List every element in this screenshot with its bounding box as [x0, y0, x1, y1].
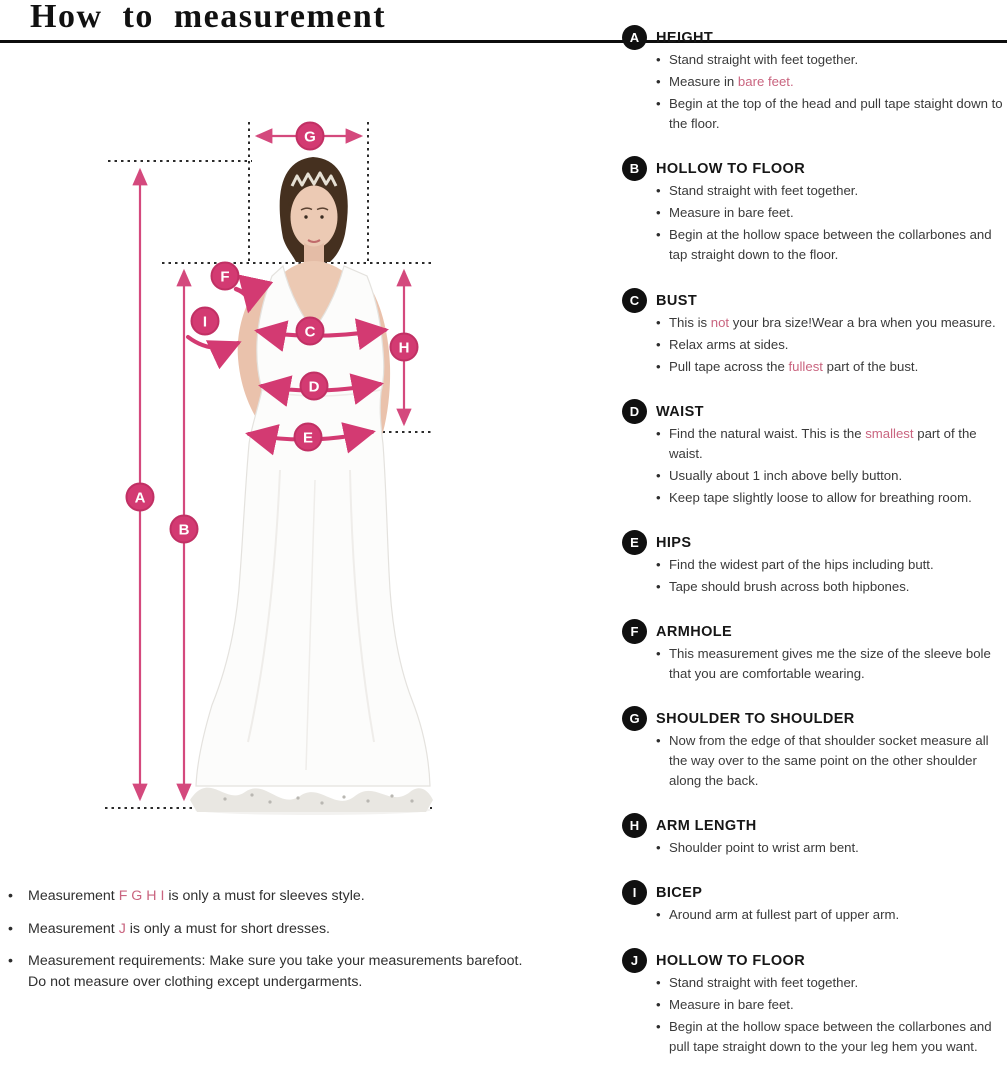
item-header: [632, 885, 1004, 902]
bullet-dot: •: [656, 358, 661, 374]
svg-text:B: B: [178, 521, 190, 539]
footnote: [8, 886, 593, 907]
item-title: HIPS: [656, 534, 692, 551]
item-title: BICEP: [656, 885, 703, 902]
measurement-item-h: [610, 818, 1004, 858]
figure-marker-b: [171, 516, 198, 543]
item-header: [630, 952, 1004, 969]
instruction-bullet: [656, 1017, 1004, 1057]
measurement-item-a: [610, 30, 1004, 134]
text-segment: Tape should brush across both hipbones.: [669, 579, 910, 594]
item-bullets: [656, 973, 1004, 1057]
item-bullets: [656, 731, 1004, 791]
bullet-dot: •: [656, 314, 661, 330]
bullet-dot: •: [656, 733, 661, 749]
item-title: ARMHOLE: [656, 624, 733, 641]
measurement-item-d: [610, 404, 1004, 508]
instruction-bullet: [656, 203, 1004, 223]
item-letter-badge: I: [622, 880, 647, 905]
figure-marker-g: [297, 123, 324, 150]
figure-marker-i: [192, 308, 219, 335]
bicep-arrow-I: [188, 337, 238, 348]
page-title: How to measurement: [30, 0, 387, 35]
text-segment: Begin at the top of the head and pull tape staight down to the floor.: [669, 96, 1003, 132]
instruction-bullet: [656, 577, 1004, 597]
measurement-instructions: [610, 30, 1004, 1084]
item-letter-badge: B: [622, 156, 647, 181]
bullet-dot: •: [8, 888, 13, 904]
text-segment: is only a must for short dresses.: [125, 920, 330, 937]
instruction-bullet: [656, 731, 1004, 791]
footnote: [8, 919, 593, 940]
svg-text:A: A: [134, 489, 146, 507]
instruction-bullet: [656, 335, 1004, 355]
item-bullets: [656, 50, 1004, 134]
item-letter-badge: G: [622, 706, 647, 731]
item-bullets: [656, 181, 1004, 265]
bullet-dot: •: [656, 425, 661, 441]
highlighted-text: J: [118, 920, 126, 937]
figure-marker-d: [301, 373, 328, 400]
figure-marker-e: [295, 424, 322, 451]
item-bullets: [656, 313, 1004, 377]
text-segment: This is: [669, 314, 711, 330]
text-segment: Measurement requirements: Make sure you take your measurements barefoot.: [28, 953, 523, 970]
bullet-dot: •: [656, 205, 661, 221]
instruction-bullet: [656, 357, 1004, 377]
svg-text:I: I: [202, 313, 208, 331]
instruction-bullet: [656, 50, 1004, 70]
instruction-bullet: [656, 973, 1004, 993]
svg-text:G: G: [304, 128, 316, 146]
instruction-bullet: [656, 905, 1004, 925]
figure-marker-f: [212, 263, 239, 290]
measurement-item-i: [610, 885, 1004, 925]
item-letter-badge: F: [622, 619, 647, 644]
text-segment: Usually about 1 inch above belly button.: [669, 467, 903, 483]
item-bullets: [656, 644, 1004, 684]
bullet-dot: •: [656, 1018, 661, 1034]
measurement-figure: [55, 105, 460, 820]
text-segment: Measure in bare feet.: [669, 205, 794, 221]
bullet-dot: •: [656, 907, 661, 923]
instruction-bullet: [656, 225, 1004, 265]
item-title: SHOULDER TO SHOULDER: [656, 711, 855, 728]
footnotes: [8, 886, 593, 1004]
bullet-dot: •: [8, 953, 13, 970]
bullet-dot: •: [656, 996, 661, 1012]
text-segment: Stand straight with feet together.: [669, 183, 859, 199]
bullet-dot: •: [656, 556, 661, 572]
item-header: [630, 534, 1004, 551]
highlighted-text: fullest: [788, 358, 823, 374]
item-letter-badge: E: [622, 530, 647, 555]
text-segment: your bra size!Wear a bra when you measure.: [729, 314, 996, 330]
svg-text:H: H: [398, 339, 410, 357]
instruction-bullet: [656, 644, 1004, 684]
measurement-item-e: [610, 535, 1004, 597]
text-segment: Shoulder point to wrist arm bent.: [669, 840, 859, 856]
text-segment: Measurement: [28, 920, 119, 937]
text-segment: Stand straight with feet together.: [669, 52, 859, 67]
item-letter-badge: C: [622, 288, 647, 313]
item-header: [629, 161, 1004, 178]
instruction-bullet: [656, 94, 1004, 134]
text-segment: part of the bust.: [822, 358, 919, 374]
bullet-dot: •: [8, 920, 13, 937]
text-segment: Stand straight with feet together.: [669, 974, 859, 990]
item-bullets: [656, 424, 1004, 508]
face: [291, 186, 338, 249]
item-letter-badge: D: [622, 399, 647, 424]
text-segment: part of the waist.: [669, 425, 977, 461]
highlighted-text: F G H I: [118, 888, 169, 904]
item-letter-badge: J: [622, 948, 647, 973]
text-segment: Do not measure over clothing except undergarments.: [28, 973, 363, 990]
text-segment: Pull tape across the: [669, 358, 789, 374]
instruction-bullet: [656, 466, 1004, 486]
bullet-dot: •: [656, 489, 661, 505]
svg-text:E: E: [302, 429, 314, 447]
item-title: HOLLOW TO FLOOR: [656, 161, 806, 178]
bullet-dot: •: [656, 579, 661, 594]
text-segment: Find the natural waist. This is the: [669, 425, 866, 441]
text-segment: Measure in bare feet.: [669, 996, 794, 1012]
text-segment: is only a must for sleeves style.: [168, 888, 365, 904]
item-letter-badge: H: [622, 813, 647, 838]
highlighted-text: smallest: [865, 425, 914, 441]
item-title: ARM LENGTH: [656, 818, 757, 835]
instruction-bullet: [656, 488, 1004, 508]
bullet-dot: •: [656, 840, 661, 856]
instruction-bullet: [656, 555, 1004, 575]
bullet-dot: •: [656, 646, 661, 662]
item-header: [629, 711, 1004, 728]
item-title: HOLLOW TO FLOOR: [656, 952, 806, 969]
item-header: [629, 30, 1004, 46]
text-segment: Begin at the hollow space between the collarbones and pull tape straight down to the your leg hem you want.: [669, 1018, 992, 1054]
measurement-item-g: [610, 711, 1004, 791]
bullet-dot: •: [656, 336, 661, 352]
item-header: [629, 292, 1004, 309]
item-bullets: [656, 555, 1004, 597]
item-letter-badge: A: [622, 25, 647, 50]
bullet-dot: •: [656, 974, 661, 990]
item-bullets: [656, 905, 1004, 925]
instruction-bullet: [656, 313, 1004, 333]
svg-text:D: D: [308, 378, 320, 396]
text-segment: Find the widest part of the hips including butt.: [669, 556, 934, 572]
bullet-dot: •: [656, 227, 661, 243]
highlighted-text: bare feet.: [737, 74, 794, 90]
text-segment: Measure in: [669, 74, 738, 90]
item-title: HEIGHT: [656, 30, 714, 46]
armhole-arrow-F: [236, 289, 249, 309]
instruction-bullet: [656, 838, 1004, 858]
figure-svg: [55, 105, 460, 820]
item-bullets: [656, 838, 1004, 858]
bullet-dot: •: [656, 52, 661, 67]
text-segment: Around arm at fullest part of upper arm.: [669, 907, 900, 923]
svg-text:F: F: [220, 268, 230, 286]
measurement-item-f: [610, 624, 1004, 684]
text-segment: Measurement: [28, 888, 119, 904]
instruction-bullet: [656, 72, 1004, 92]
measurement-item-b: [610, 161, 1004, 265]
figure-marker-a: [127, 484, 154, 511]
svg-text:C: C: [304, 323, 316, 341]
instruction-bullet: [656, 995, 1004, 1015]
item-header: [629, 818, 1004, 835]
bullet-dot: •: [656, 96, 661, 112]
footnote: [8, 951, 593, 992]
bullet-dot: •: [656, 467, 661, 483]
measurement-item-j: [610, 953, 1004, 1057]
figure-marker-h: [391, 334, 418, 361]
text-segment: Now from the edge of that shoulder socket measure all the way over to the same point on the other shoulder along the back.: [669, 733, 989, 789]
bullet-dot: •: [656, 74, 661, 90]
instruction-bullet: [656, 181, 1004, 201]
item-title: BUST: [656, 292, 698, 309]
item-header: [630, 624, 1004, 641]
text-segment: Begin at the hollow space between the collarbones and tap straight down to the floor.: [669, 227, 992, 263]
text-segment: Keep tape slightly loose to allow for breathing room.: [669, 489, 972, 505]
highlighted-text: not: [710, 314, 730, 330]
model-figure: [190, 157, 433, 815]
text-segment: Relax arms at sides.: [669, 336, 789, 352]
figure-marker-c: [297, 318, 324, 345]
text-segment: This measurement gives me the size of the sleeve bole that you are comfortable wearing.: [669, 646, 991, 682]
item-title: WAIST: [656, 403, 704, 420]
item-header: [629, 403, 1004, 420]
instruction-bullet: [656, 424, 1004, 464]
measurement-item-c: [610, 293, 1004, 377]
bullet-dot: •: [656, 183, 661, 199]
lace-hem: [190, 788, 433, 812]
